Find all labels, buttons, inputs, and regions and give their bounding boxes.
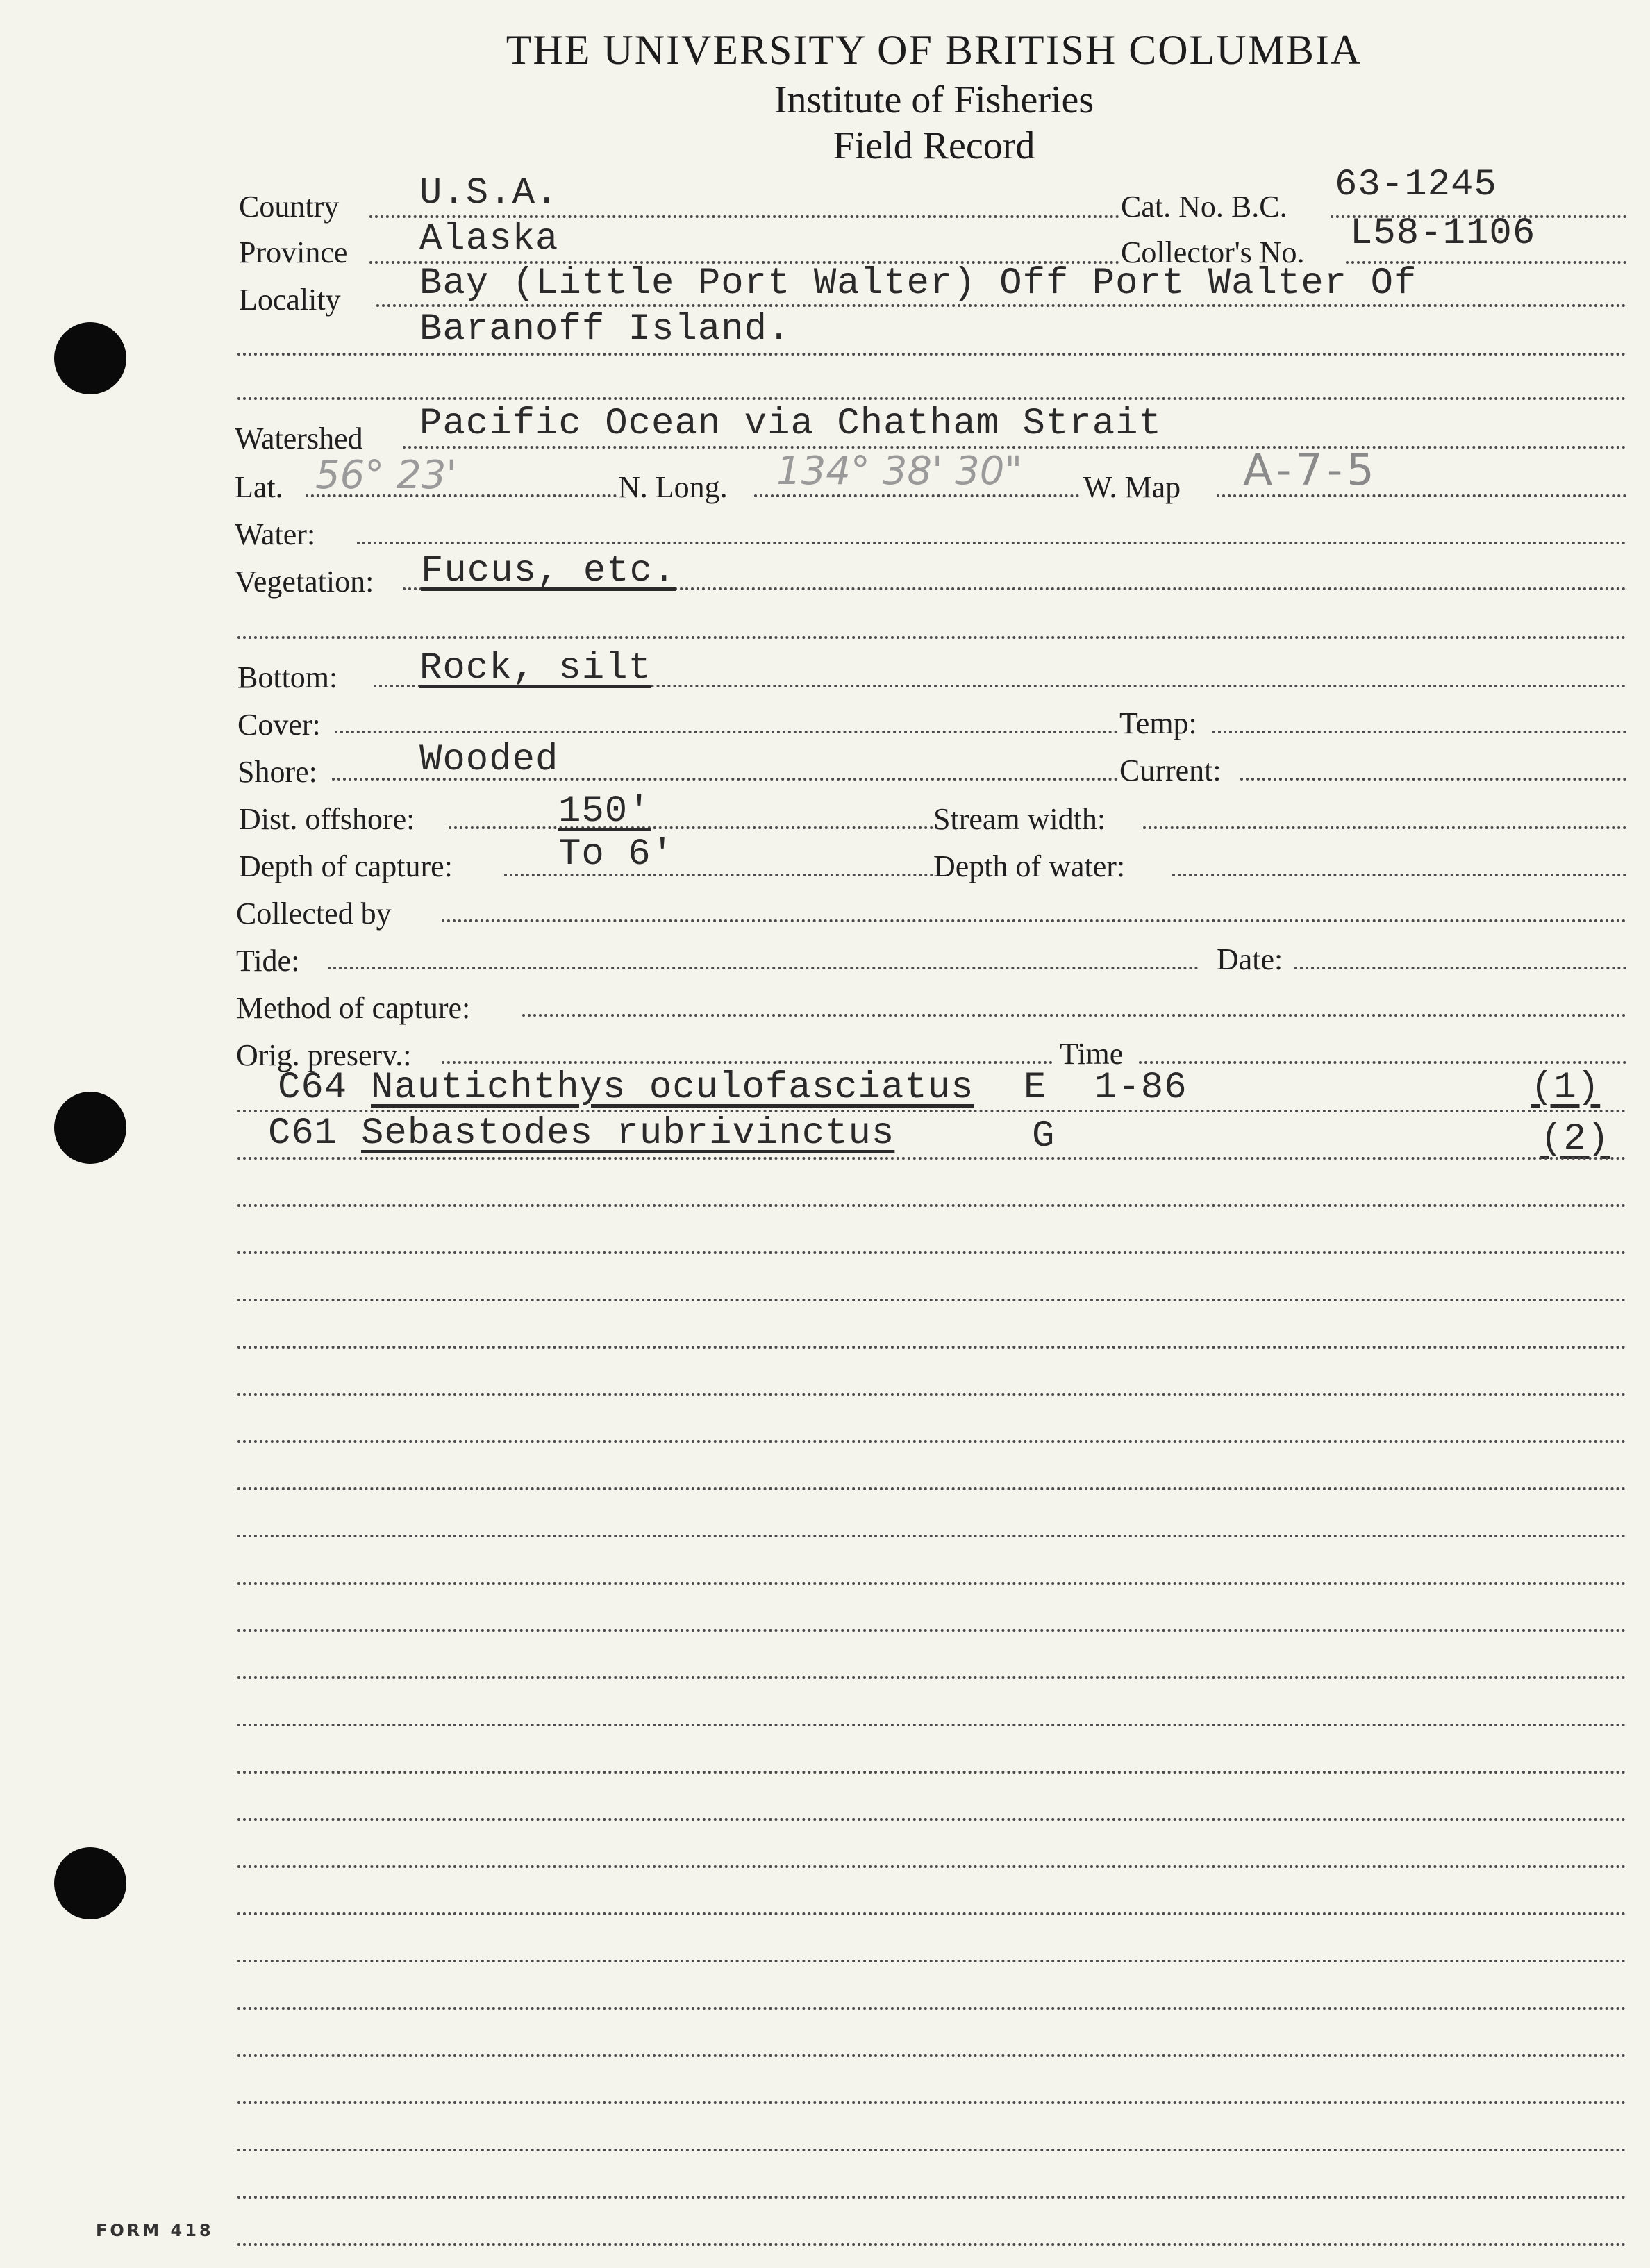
depth-capture-label: Depth of capture:: [239, 849, 453, 883]
watershed-value: Pacific Ocean via Chatham Strait: [419, 403, 1162, 445]
ruled-line: [238, 1629, 1626, 1632]
specimen-code: C61: [268, 1112, 338, 1155]
shore-value: Wooded: [419, 739, 559, 781]
dist-offshore-value: 150': [558, 790, 651, 833]
ruled-line: [238, 1157, 1626, 1160]
map-value: A-7-5: [1243, 444, 1378, 495]
n-long-label: N. Long.: [618, 470, 728, 504]
ruled-line: [238, 2243, 1626, 2246]
dist-offshore-line: [449, 826, 933, 829]
bottom-value: Rock, silt: [419, 647, 652, 690]
vegetation-line-2: [238, 636, 1626, 639]
w-map-label: W. Map: [1083, 470, 1181, 504]
time-line: [1139, 1061, 1626, 1064]
collected-by-label: Collected by: [236, 897, 392, 931]
ruled-line: [238, 1440, 1626, 1443]
specimen-count: (2): [1540, 1118, 1610, 1160]
specimen-name: Sebastodes rubrivinctus: [361, 1112, 895, 1155]
locality-value-1: Bay (Little Port Walter) Off Port Walter Of: [419, 262, 1417, 305]
method-label: Method of capture:: [236, 991, 471, 1025]
specimen-count: (1): [1531, 1067, 1601, 1109]
lat-value: 56° 23': [315, 453, 457, 498]
locality-value-2: Baranoff Island.: [419, 308, 791, 351]
cover-label: Cover:: [238, 708, 321, 742]
ruled-line: [238, 2054, 1626, 2057]
method-line: [522, 1014, 1626, 1017]
country-value: U.S.A.: [419, 172, 559, 215]
collected-by-line: [442, 919, 1626, 922]
vegetation-label: Vegetation:: [235, 565, 374, 599]
ruled-line: [238, 1251, 1626, 1254]
ruled-line: [238, 2101, 1626, 2104]
bottom-label: Bottom:: [238, 660, 338, 694]
water-line: [357, 542, 1626, 544]
ruled-line: [238, 1912, 1626, 1915]
punch-hole-top: [54, 322, 126, 394]
ruled-line: [238, 1771, 1626, 1774]
cover-line: [335, 731, 1118, 733]
cat-no-label: Cat. No. B.C.: [1121, 190, 1288, 224]
ruled-line: [238, 1299, 1626, 1301]
orig-preserv-label: Orig. preserv.:: [236, 1038, 412, 1072]
depth-water-line: [1172, 874, 1626, 876]
ruled-line: [238, 1676, 1626, 1679]
locality-label: Locality: [239, 283, 341, 317]
watershed-label: Watershed: [235, 422, 363, 456]
lat-label: Lat.: [235, 470, 283, 504]
ruled-line: [238, 1865, 1626, 1868]
time-label: Time: [1060, 1037, 1124, 1071]
ruled-line: [238, 2007, 1626, 2010]
specimen-name: Nautichthys oculofasciatus: [371, 1067, 974, 1109]
cat-no-value: 63-1245: [1335, 164, 1497, 206]
specimen-grade: E: [1024, 1067, 1047, 1109]
water-label: Water:: [235, 517, 316, 551]
collectors-no-label: Collector's No.: [1121, 235, 1305, 269]
dist-offshore-label: Dist. offshore:: [239, 802, 415, 836]
ruled-line: [238, 1535, 1626, 1537]
punch-hole-bottom: [54, 1847, 126, 1919]
depth-water-label: Depth of water:: [933, 849, 1126, 883]
ruled-line: [238, 1204, 1626, 1207]
orig-preserv-line: [442, 1061, 1053, 1064]
locality-line-3: [238, 397, 1626, 400]
province-label: Province: [239, 235, 348, 269]
form-title: Field Record: [833, 124, 1035, 167]
collectors-no-value: L58-1106: [1350, 212, 1536, 255]
ruled-line: [238, 1393, 1626, 1396]
long-value: 134° 38' 30": [776, 449, 1023, 494]
stream-width-line: [1143, 826, 1626, 829]
stream-width-label: Stream width:: [933, 802, 1106, 836]
current-line: [1240, 778, 1626, 781]
date-label: Date:: [1217, 942, 1283, 976]
depth-capture-value: To 6': [558, 833, 675, 876]
ruled-line: [238, 1346, 1626, 1349]
long-line: [754, 494, 1079, 497]
institute-title: Institute of Fisheries: [774, 78, 1094, 122]
country-label: Country: [239, 190, 340, 224]
ruled-line: [238, 1582, 1626, 1585]
province-value: Alaska: [419, 218, 559, 260]
ruled-line: [238, 1724, 1626, 1726]
date-line: [1294, 967, 1626, 969]
ruled-line: [238, 2149, 1626, 2151]
university-title: THE UNIVERSITY OF BRITISH COLUMBIA: [506, 27, 1362, 73]
temp-line: [1212, 731, 1626, 733]
ruled-line: [238, 1960, 1626, 1962]
ruled-line: [238, 2196, 1626, 2199]
specimen-grade: G: [1032, 1115, 1056, 1158]
vegetation-value: Fucus, etc.: [421, 550, 676, 592]
ruled-line: [238, 1818, 1626, 1821]
tide-label: Tide:: [236, 944, 300, 978]
temp-label: Temp:: [1119, 706, 1197, 740]
current-label: Current:: [1119, 753, 1222, 787]
shore-label: Shore:: [238, 755, 317, 789]
locality-line-2: [238, 353, 1626, 356]
punch-hole-middle: [54, 1092, 126, 1164]
ruled-line: [238, 1487, 1626, 1490]
tide-line: [328, 967, 1199, 969]
form-number: FORM 418: [96, 2221, 214, 2240]
specimen-code: C64: [278, 1067, 348, 1109]
specimen-range: 1-86: [1094, 1067, 1188, 1109]
